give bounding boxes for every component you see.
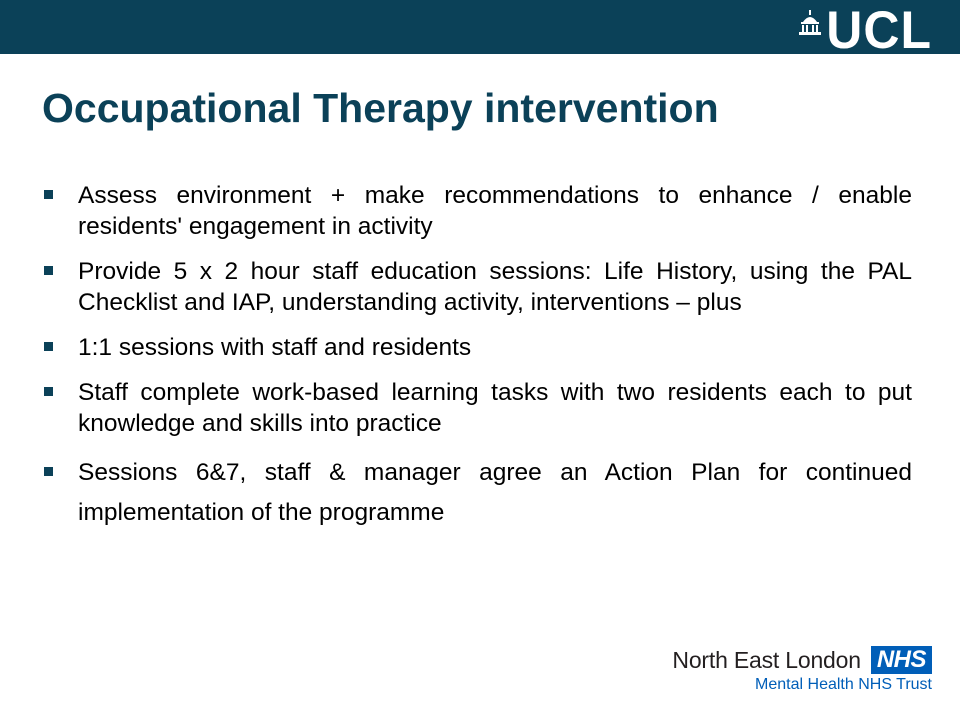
nhs-badge: NHS — [871, 646, 932, 674]
org-name: North East London — [672, 646, 861, 673]
bullet-item — [42, 256, 912, 318]
nhs-trust-logo — [672, 646, 932, 694]
bullet-text: Sessions 6&7, staff & manager agree an Action Plan for continued implementation of the programme — [78, 459, 912, 526]
bullet-item — [42, 453, 912, 533]
bullet-item — [42, 332, 912, 363]
bullet-item — [42, 377, 912, 439]
slide-title: Occupational Therapy intervention — [42, 85, 719, 131]
bullet-item — [42, 180, 912, 242]
header-bar — [0, 0, 960, 60]
nhs-logo-row — [672, 646, 932, 674]
ucl-logo — [798, 0, 932, 60]
square-bullet-icon — [44, 342, 53, 351]
dome-icon — [798, 10, 822, 36]
trust-name: Mental Health NHS Trust — [755, 676, 932, 693]
square-bullet-icon — [44, 387, 53, 396]
square-bullet-icon — [44, 190, 53, 199]
square-bullet-icon — [44, 467, 53, 476]
square-bullet-icon — [44, 266, 53, 275]
bullet-list — [42, 180, 912, 547]
bullet-text: Assess environment + make recommendations to enhance / enable residents' engagement in activity — [78, 182, 912, 240]
bullet-text: 1:1 sessions with staff and residents — [78, 334, 472, 361]
bullet-text: Provide 5 x 2 hour staff education sessions: Life History, using the PAL Checklist and IAP, understanding activity, interventions – plus — [78, 258, 912, 316]
ucl-logo-text: UCL — [826, 0, 932, 60]
bullet-text: Staff complete work-based learning tasks with two residents each to put knowledge and skills into practice — [78, 379, 912, 437]
